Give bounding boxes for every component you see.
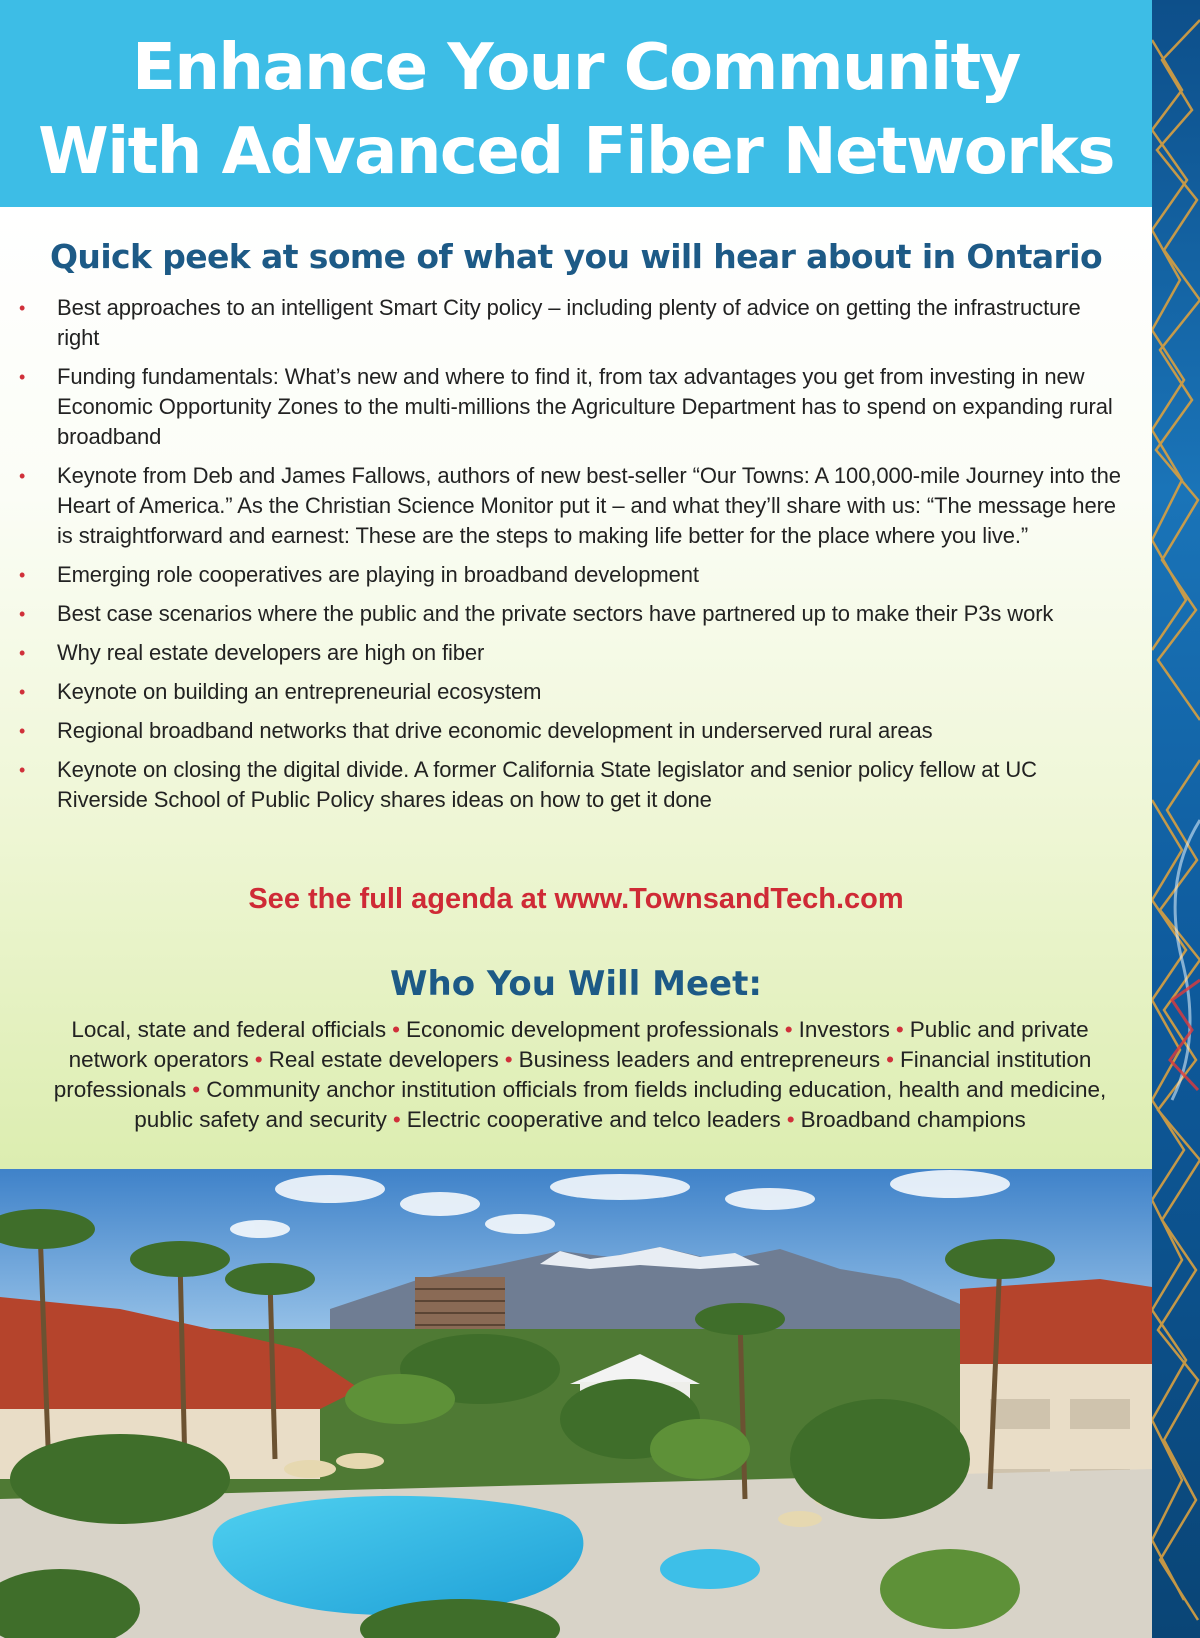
title-line-1: Enhance Your Community xyxy=(132,31,1020,105)
separator-dot-icon: • xyxy=(886,1047,895,1072)
list-item-text: Keynote on building an entrepreneurial ecosystem xyxy=(57,679,542,704)
separator-dot-icon: • xyxy=(254,1047,263,1072)
separator-dot-icon: • xyxy=(784,1017,793,1042)
header-banner xyxy=(0,0,1152,207)
list-item xyxy=(0,560,1152,590)
bullet-icon: • xyxy=(19,604,26,624)
separator-dot-icon: • xyxy=(895,1017,904,1042)
resort-photo-illustration xyxy=(0,1169,1152,1638)
list-item xyxy=(0,362,1152,452)
preview-heading: Quick peek at some of what you will hear about in Ontario xyxy=(49,237,1103,276)
attendee-item: Financial institution professionals xyxy=(53,1047,1092,1102)
bullet-icon: • xyxy=(19,565,26,585)
agenda-link[interactable]: See the full agenda at www.TownsandTech.com xyxy=(248,883,904,915)
list-item xyxy=(0,716,1152,746)
attendee-item: Investors xyxy=(798,1017,890,1042)
list-item-text: Funding fundamentals: What’s new and where to find it, from tax advantages you get from investing in new Economic Opportunity Zones to the multi-millions the Agriculture Department has to spend on expanding rural broadband xyxy=(57,364,1113,449)
list-item xyxy=(0,461,1152,551)
list-item-text: Why real estate developers are high on fiber xyxy=(57,640,485,665)
separator-dot-icon: • xyxy=(786,1107,795,1132)
who-you-will-meet-heading: Who You Will Meet: xyxy=(390,964,762,1004)
attendee-item: Electric cooperative and telco leaders xyxy=(406,1107,781,1132)
decorative-side-strip xyxy=(1152,0,1200,1638)
list-item-text: Regional broadband networks that drive economic development in underserved rural areas xyxy=(57,718,933,743)
bullet-icon: • xyxy=(19,367,26,387)
preview-bullet-list xyxy=(0,293,1152,824)
separator-dot-icon: • xyxy=(392,1017,401,1042)
list-item xyxy=(0,677,1152,707)
list-item xyxy=(0,599,1152,629)
attendee-item: Local, state and federal officials xyxy=(71,1017,387,1042)
content-panel xyxy=(0,207,1152,1169)
list-item-text: Best approaches to an intelligent Smart City policy – including plenty of advice on getting the infrastructure right xyxy=(57,295,1081,350)
separator-dot-icon: • xyxy=(392,1107,401,1132)
list-item-text: Keynote from Deb and James Fallows, authors of new best-seller “Our Towns: A 100,000-mile Journey into the Heart of America.” As the Christian Science Monitor put it – and what they’ll share with us: “The message here is straightforward and earnest: These are the steps to making life better for the place where you live.” xyxy=(57,463,1121,548)
attendee-list xyxy=(30,1015,1130,1135)
attendee-item: Business leaders and entrepreneurs xyxy=(518,1047,881,1072)
list-item-text: Emerging role cooperatives are playing in broadband development xyxy=(57,562,699,587)
bullet-icon: • xyxy=(19,298,26,318)
list-item xyxy=(0,293,1152,353)
attendee-item: Real estate developers xyxy=(268,1047,499,1072)
bullet-icon: • xyxy=(19,466,26,486)
attendee-item: Economic development professionals xyxy=(406,1017,779,1042)
attendee-item: Public and private network operators xyxy=(68,1017,1089,1072)
separator-dot-icon: • xyxy=(504,1047,513,1072)
bullet-icon: • xyxy=(19,721,26,741)
separator-dot-icon: • xyxy=(192,1077,201,1102)
bullet-icon: • xyxy=(19,643,26,663)
network-pattern-graphic xyxy=(1152,0,1200,1638)
attendee-item: Broadband champions xyxy=(800,1107,1026,1132)
resort-photo xyxy=(0,1169,1152,1638)
bullet-icon: • xyxy=(19,760,26,780)
list-item-text: Best case scenarios where the public and the private sectors have partnered up to make their P3s work xyxy=(57,601,1054,626)
title-line-2: With Advanced Fiber Networks xyxy=(38,115,1114,189)
bullet-icon: • xyxy=(19,682,26,702)
page-title xyxy=(0,26,1152,194)
attendee-item: Community anchor institution officials from fields including education, health and medicine, public safety and security xyxy=(134,1077,1107,1132)
list-item-text: Keynote on closing the digital divide. A former California State legislator and senior policy fellow at UC Riverside School of Public Policy shares ideas on how to get it done xyxy=(57,757,1037,812)
list-item xyxy=(0,755,1152,815)
list-item xyxy=(0,638,1152,668)
